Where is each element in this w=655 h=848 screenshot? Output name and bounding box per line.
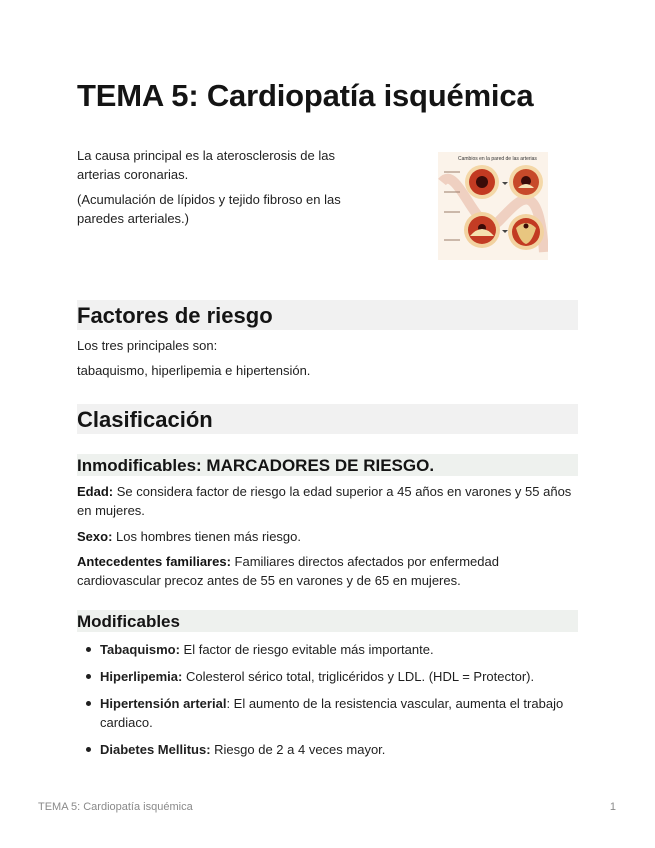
list-item-label: Hipertensión arterial	[100, 696, 227, 711]
risk-item-label: Edad:	[77, 484, 114, 499]
modificables-list	[77, 640, 578, 767]
footer-title: TEMA 5: Cardiopatía isquémica	[38, 801, 193, 813]
risk-item-edad	[77, 482, 578, 520]
bullet-icon	[86, 747, 91, 752]
list-item-label: Hiperlipemia:	[100, 669, 183, 684]
list-item-text: Colesterol sérico total, triglicéridos y LDL. (HDL = Protector).	[182, 669, 535, 684]
list-item-label: Tabaquismo:	[100, 642, 180, 657]
section-heading-clasificacion: Clasificación	[77, 404, 578, 434]
figure-caption: Cambios en la pared de las arterias	[458, 156, 537, 162]
bullet-icon	[86, 647, 91, 652]
intro-paragraph: La causa principal es la aterosclerosis de las arterias coronarias.	[77, 148, 335, 182]
subsection-heading-inmodificables: Inmodificables: MARCADORES DE RIESGO.	[77, 454, 578, 476]
list-item-text: El factor de riesgo evitable más importante.	[179, 642, 434, 657]
factores-list: tabaquismo, hiperlipemia e hipertensión.	[77, 363, 311, 378]
risk-item-text: Se considera factor de riesgo la edad superior a 45 años en varones y 55 años en mujeres.	[77, 484, 572, 518]
list-item	[77, 740, 578, 759]
risk-item-text: Los hombres tienen más riesgo.	[112, 529, 302, 544]
page-title: TEMA 5: Cardiopatía isquémica	[77, 78, 534, 113]
risk-item-label: Sexo:	[77, 529, 113, 544]
intro-text	[77, 146, 357, 234]
artery-illustration	[438, 152, 548, 260]
factores-intro: Los tres principales son:	[77, 338, 218, 353]
list-item	[77, 667, 578, 686]
list-item	[77, 640, 578, 659]
page-number: 1	[609, 801, 616, 813]
risk-item-sexo	[77, 527, 578, 546]
risk-item-label: Antecedentes familiares:	[77, 554, 231, 569]
intro-paragraph: (Acumulación de lípidos y tejido fibroso en las paredes arteriales.)	[77, 192, 341, 226]
list-item	[77, 694, 578, 732]
risk-item-text: Familiares directos afectados por enfermedad cardiovascular precoz antes de 55 en varones y de 65 en mujeres.	[77, 554, 499, 588]
subsection-heading-modificables: Modificables	[77, 610, 578, 632]
bullet-icon	[86, 674, 91, 679]
section-heading-factores: Factores de riesgo	[77, 300, 578, 330]
bullet-icon	[86, 701, 91, 706]
list-item-text: Riesgo de 2 a 4 veces mayor.	[210, 742, 386, 757]
list-item-label: Diabetes Mellitus:	[100, 742, 211, 757]
list-item-text: : El aumento de la resistencia vascular, aumenta el trabajo cardiaco.	[100, 696, 564, 730]
risk-item-antecedentes	[77, 552, 578, 590]
